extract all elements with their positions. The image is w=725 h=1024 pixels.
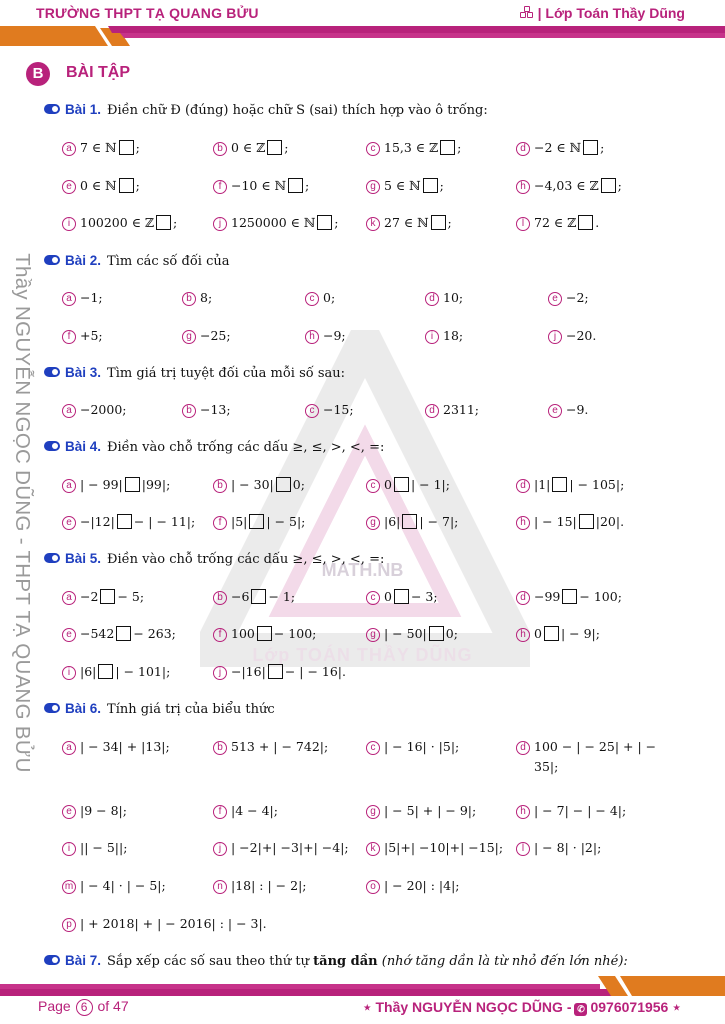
answer-box[interactable] [402,514,417,529]
item-ex6-p [62,914,267,934]
item-ex2-a [62,288,103,308]
item-expression: −15; [323,402,354,417]
item-right-expression: 0; [445,626,458,641]
answer-box[interactable] [601,178,616,193]
footer-page-number: Page 6 of 47 [38,998,129,1014]
item-right-expression: ; [135,178,140,193]
item-ex6-h [516,801,626,821]
item-marker: k [366,217,380,231]
item-marker: c [366,591,380,605]
item-expression: 513 + | − 742|; [231,739,329,754]
footer-band [0,976,725,998]
item-left-expression: 1250000 ∈ ℕ [231,215,316,230]
exercise-label: Bài 1. [65,102,102,117]
item-ex6-n [213,876,307,896]
item-ex5-h [516,624,600,644]
item-expression: | − 8| · |2|; [534,840,602,855]
item-ex6-e [62,801,127,821]
item-marker: i [425,330,439,344]
header-class-label [520,5,685,21]
item-ex1-e [62,176,140,196]
item-left-expression: 15,3 ∈ ℤ [384,140,439,155]
item-marker: e [62,516,76,530]
item-ex1-c [366,138,461,158]
item-right-expression: ; [173,215,178,230]
header-school-name: TRƯỜNG THPT TẠ QUANG BỬU [36,5,259,21]
item-left-expression: 0 [384,589,392,604]
item-marker: h [516,805,530,819]
item-left-expression: 72 ∈ ℤ [534,215,577,230]
item-expression: 10; [443,290,464,305]
item-marker: c [366,741,380,755]
item-expression: |4 − 4|; [231,803,278,818]
phone-icon: ✆ [574,1003,587,1016]
item-marker: g [366,516,380,530]
item-right-expression: ; [135,140,140,155]
item-ex1-i [62,213,177,233]
item-left-expression: 27 ∈ ℕ [384,215,429,230]
item-left-expression: 0 [384,477,392,492]
item-marker: f [213,180,227,194]
item-right-expression: | − 7|; [419,514,459,529]
exercise-label: Bài 7. [65,953,102,968]
answer-box[interactable] [394,477,409,492]
item-marker: i [62,666,76,680]
exercise-prompt: Sắp xếp các số sau theo thứ tự [107,954,314,969]
item-marker: j [213,842,227,856]
item-right-expression: − 1; [268,589,296,604]
item-right-expression: − 5; [117,589,145,604]
item-marker: d [425,404,439,418]
item-marker: b [213,591,227,605]
item-ex2-d [425,288,463,308]
item-left-expression: −2 ∈ ℕ [534,140,582,155]
answer-box[interactable] [116,626,131,641]
item-expression: −20. [566,328,597,343]
item-left-expression: −|16| [231,664,266,679]
item-ex6-g [366,801,476,821]
item-marker: a [62,591,76,605]
item-left-expression: −10 ∈ ℕ [231,178,287,193]
item-ex4-f [213,512,305,532]
item-marker: d [516,591,530,605]
exercise-label: Bài 5. [65,551,102,566]
item-expression: |18| : | − 2|; [231,878,307,893]
toggle-bullet-icon [44,955,60,965]
item-ex6-c [366,737,459,757]
item-ex5-d [516,587,622,607]
item-ex3-d [425,400,479,420]
item-left-expression: 0 [534,626,542,641]
item-ex6-j [213,838,349,858]
toggle-bullet-icon [44,703,60,713]
answer-box[interactable] [268,664,283,679]
cubes-icon [520,6,534,19]
answer-box[interactable] [394,589,409,604]
item-left-expression: |1| [534,477,551,492]
item-ex2-i [425,326,463,346]
item-expression: | − 16| · |5|; [384,739,460,754]
item-left-expression: 5 ∈ ℕ [384,178,421,193]
answer-box[interactable] [431,215,446,230]
item-marker: j [213,217,227,231]
answer-box[interactable] [288,178,303,193]
item-marker: e [548,292,562,306]
answer-box[interactable] [119,140,134,155]
item-right-expression: − | − 16|. [284,664,346,679]
item-left-expression: 7 ∈ ℕ [80,140,117,155]
answer-box[interactable] [98,664,113,679]
item-marker: a [62,741,76,755]
item-ex5-c [366,587,438,607]
item-ex6-d [516,737,656,777]
header-band [0,26,725,46]
item-expression: |9 − 8|; [80,803,127,818]
page-number-circle: 6 [76,999,93,1016]
item-ex6-k [366,838,503,858]
item-left-expression: | − 99| [80,477,123,492]
item-right-expression: |99|; [141,477,171,492]
item-right-expression: − 100; [273,626,317,641]
item-ex1-f [213,176,309,196]
item-left-expression: | − 30| [231,477,274,492]
item-left-expression: 100200 ∈ ℤ [80,215,155,230]
item-left-expression: |5| [231,514,248,529]
item-right-expression: ; [447,215,452,230]
answer-box[interactable] [117,514,132,529]
exercise-5-heading [44,551,384,567]
exercise-prompt: Tìm các số đối của [107,254,230,269]
section-title: BÀI TẬP [66,64,130,81]
item-marker: j [548,330,562,344]
item-right-expression: − | − 11|; [133,514,196,529]
item-marker: m [62,880,76,894]
item-expression: −13; [200,402,231,417]
item-left-expression: −99 [534,589,561,604]
item-marker: o [366,880,380,894]
item-marker: e [548,404,562,418]
exercise-label: Bài 4. [65,439,102,454]
item-right-expression: ; [617,178,622,193]
item-ex1-b [213,138,289,158]
item-left-expression: 0 ∈ ℤ [231,140,266,155]
exercise-label: Bài 2. [65,253,102,268]
answer-box[interactable] [317,215,332,230]
item-ex6-l [516,838,601,858]
item-ex1-k [366,213,452,233]
item-ex5-f [213,624,316,644]
item-marker: c [305,404,319,418]
item-ex5-e [62,624,176,644]
item-marker: a [62,404,76,418]
item-ex4-h [516,512,624,532]
footer-author: ⋆ Thầy NGUYỄN NGỌC DŨNG - ✆ 0976071956 ⋆ [362,999,681,1015]
item-marker: d [516,142,530,156]
item-marker: l [516,217,530,231]
item-left-expression: −|12| [80,514,115,529]
item-ex1-d [516,138,604,158]
item-marker: j [213,666,227,680]
item-ex1-l [516,213,599,233]
item-marker: e [62,180,76,194]
item-marker: d [516,479,530,493]
item-expression: || − 5||; [80,840,128,855]
item-marker: g [366,180,380,194]
item-marker: f [213,516,227,530]
item-marker: g [366,628,380,642]
item-right-expression: | − 9|; [560,626,600,641]
item-marker: g [366,805,380,819]
item-expression: 2311; [443,402,480,417]
item-ex2-e [548,288,589,308]
exercise-prompt-italic: (nhớ tăng dần là từ nhỏ đến lớn nhé): [377,954,628,969]
item-ex1-h [516,176,622,196]
item-right-expression: |20|. [595,514,625,529]
item-expression: +5; [80,328,103,343]
item-ex6-m [62,876,166,896]
item-right-expression: ; [284,140,289,155]
item-marker: d [516,741,530,755]
item-right-expression: ; [439,178,444,193]
item-ex6-b [213,737,328,757]
item-ex3-b [182,400,231,420]
answer-box[interactable] [100,589,115,604]
item-expression: | − 34| + |13|; [80,739,170,754]
item-right-expression: ; [457,140,462,155]
watermark-logo-text: MATH.NB [321,560,404,580]
exercise-label: Bài 3. [65,365,102,380]
item-ex3-e [548,400,588,420]
toggle-bullet-icon [44,255,60,265]
item-expression: |5|+| −10|+| −15|; [384,840,504,855]
item-left-expression: −2 [80,589,99,604]
item-marker: b [182,404,196,418]
item-right-expression: ; [600,140,605,155]
answer-box[interactable] [583,140,598,155]
item-left-expression: −6 [231,589,250,604]
item-ex4-g [366,512,458,532]
item-ex5-a [62,587,144,607]
item-ex3-a [62,400,127,420]
answer-box[interactable] [125,477,140,492]
item-expression: | − 20| : |4|; [384,878,460,893]
answer-box[interactable] [251,589,266,604]
exercise-prompt: Tính giá trị của biểu thức [107,702,275,717]
item-right-expression: | − 1|; [410,477,450,492]
item-expression: −9. [566,402,589,417]
item-expression: −2000; [80,402,127,417]
item-right-expression: − 100; [579,589,622,604]
item-expression: −1; [80,290,103,305]
toggle-bullet-icon [44,441,60,451]
answer-box[interactable] [267,140,282,155]
item-marker: c [366,479,380,493]
exercise-4-heading [44,439,384,455]
item-left-expression: |6| [384,514,401,529]
answer-box[interactable] [440,140,455,155]
exercise-label: Bài 6. [65,701,102,716]
toggle-bullet-icon [44,367,60,377]
item-ex6-i [62,838,127,858]
item-marker: f [213,628,227,642]
exercise-prompt: Tìm giá trị tuyệt đối của mỗi số sau: [107,366,346,381]
exercise-prompt-bold: tăng dần [313,954,378,969]
item-left-expression: 0 ∈ ℕ [80,178,117,193]
item-left-expression: | − 15| [534,514,577,529]
item-marker: a [62,142,76,156]
item-expression: −9; [323,328,346,343]
item-ex2-f [62,326,103,346]
exercise-6-heading [44,701,275,717]
watermark-sub-text: Lớp TOÁN THẦY DŨNG [252,645,473,665]
exercise-3-heading [44,365,345,381]
item-left-expression: −4,03 ∈ ℤ [534,178,599,193]
item-right-expression: | − 105|; [569,477,625,492]
exercise-prompt: Điền vào chỗ trống các dấu ≥, ≤, >, <, =: [107,440,385,455]
answer-box[interactable] [257,626,272,641]
item-marker: b [182,292,196,306]
item-expression: 0; [323,290,336,305]
item-left-expression: |6| [80,664,97,679]
item-marker: k [366,842,380,856]
item-expression: 8; [200,290,213,305]
item-expression-continued: 35|; [534,759,559,774]
item-marker: i [62,842,76,856]
answer-box[interactable] [249,514,264,529]
item-ex3-c [305,400,354,420]
item-right-expression: | − 5|; [266,514,306,529]
item-right-expression: 0; [292,477,305,492]
answer-box[interactable] [578,215,593,230]
item-ex4-d [516,475,624,495]
item-marker: h [305,330,319,344]
item-ex1-j [213,213,339,233]
item-marker: l [516,842,530,856]
exercise-prompt: Điền vào chỗ trống các dấu ≥, ≤, >, <, =: [107,552,385,567]
item-marker: a [62,479,76,493]
item-ex4-c [366,475,450,495]
item-right-expression: − 3; [410,589,438,604]
answer-box[interactable] [276,477,291,492]
toggle-bullet-icon [44,553,60,563]
item-expression: 18; [443,328,464,343]
item-ex2-j [548,326,596,346]
item-marker: e [62,805,76,819]
exercise-1-heading [44,102,488,118]
toggle-bullet-icon [44,104,60,114]
exercise-2-heading [44,253,230,269]
item-ex1-a [62,138,140,158]
item-ex4-a [62,475,170,495]
item-marker: p [62,918,76,932]
item-right-expression: | − 101|; [115,664,171,679]
item-right-expression: ; [305,178,310,193]
answer-box[interactable] [562,589,577,604]
item-marker: d [425,292,439,306]
header-class-text: | Lớp Toán Thầy Dũng [537,5,685,21]
item-marker: b [213,479,227,493]
item-marker: h [516,516,530,530]
item-expression: 100 − | − 25| + | − [534,739,657,754]
item-marker: h [516,628,530,642]
item-marker: c [305,292,319,306]
item-marker: g [182,330,196,344]
side-vertical-text: Thầy NGUYỄN NGỌC DŨNG - THPT TẠ QUANG BỬU [11,253,34,773]
answer-box[interactable] [423,178,438,193]
item-ex2-b [182,288,212,308]
exercise-7-heading [44,953,628,969]
answer-box[interactable] [156,215,171,230]
item-expression: −2; [566,290,589,305]
item-ex1-g [366,176,444,196]
item-ex5-g [366,624,458,644]
item-ex2-h [305,326,346,346]
item-ex6-f [213,801,278,821]
answer-box[interactable] [552,477,567,492]
item-left-expression: | − 50| [384,626,427,641]
item-expression: | + 2018| + | − 2016| : | − 3|. [80,916,267,931]
answer-box[interactable] [579,514,594,529]
answer-box[interactable] [544,626,559,641]
item-marker: f [62,330,76,344]
item-marker: i [62,217,76,231]
item-marker: c [366,142,380,156]
item-expression: | − 5| + | − 9|; [384,803,477,818]
item-marker: a [62,292,76,306]
item-ex6-a [62,737,170,757]
item-ex6-o [366,876,460,896]
exercise-prompt: Điền chữ Đ (đúng) hoặc chữ S (sai) thích hợp vào ô trống: [107,103,488,118]
item-marker: e [62,628,76,642]
answer-box[interactable] [429,626,444,641]
item-marker: h [516,180,530,194]
item-ex2-c [305,288,335,308]
item-right-expression: ; [334,215,339,230]
answer-box[interactable] [119,178,134,193]
item-marker: b [213,741,227,755]
item-right-expression: − 263; [133,626,176,641]
item-right-expression: . [595,215,600,230]
item-expression: −25; [200,328,231,343]
item-ex2-g [182,326,231,346]
item-marker: n [213,880,227,894]
item-left-expression: −542 [80,626,115,641]
item-marker: f [213,805,227,819]
item-ex5-b [213,587,295,607]
item-ex5-i [62,662,170,682]
item-expression: | − 7| − | − 4|; [534,803,627,818]
item-ex4-e [62,512,195,532]
item-ex5-j [213,662,346,682]
section-badge: B [26,62,50,86]
item-left-expression: 100 [231,626,255,641]
item-expression: | − 4| · | − 5|; [80,878,166,893]
item-marker: b [213,142,227,156]
item-expression: | −2|+| −3|+| −4|; [231,840,349,855]
item-ex4-b [213,475,305,495]
